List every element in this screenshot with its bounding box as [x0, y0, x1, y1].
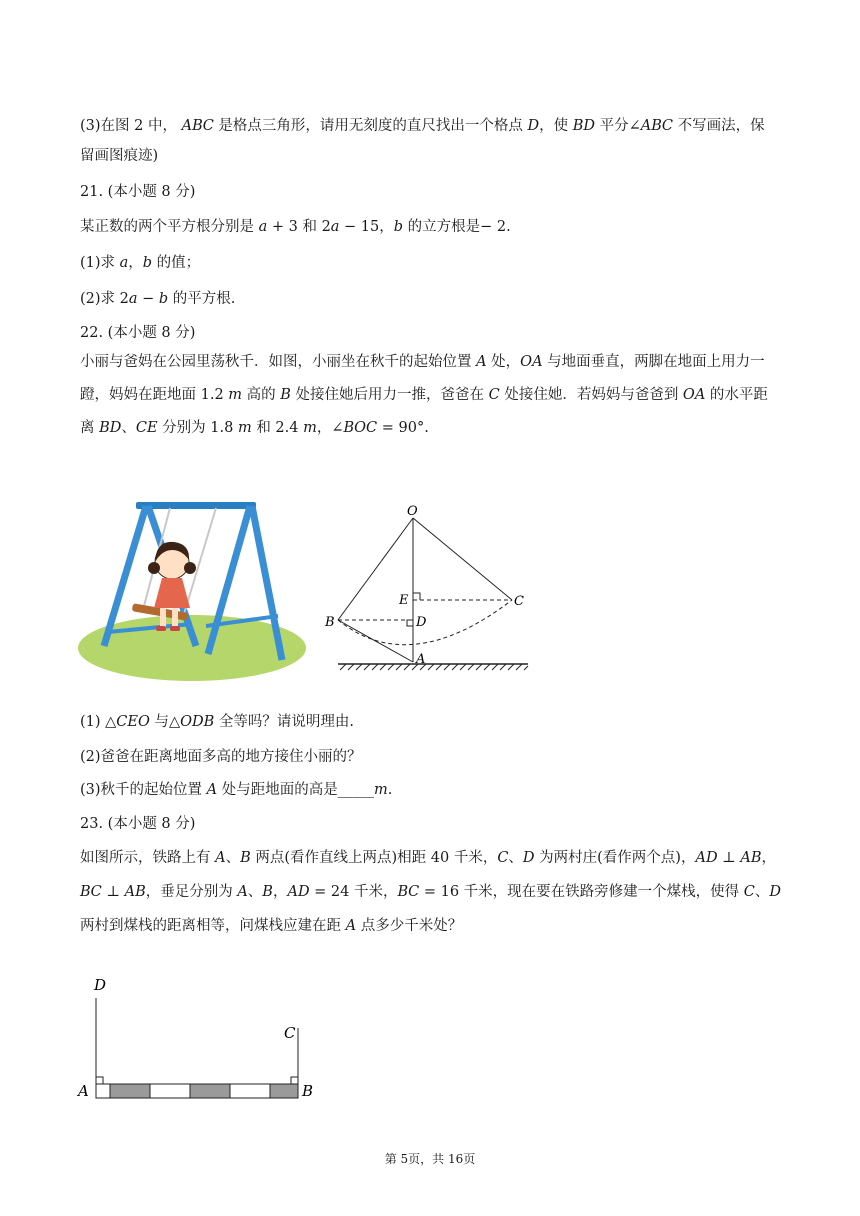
q22-stem-line3: 离 𝐵𝐷、𝐶𝐸 分别为 1.8 𝑚 和 2.4 𝑚，∠𝐵𝑂𝐶 = 90°.	[80, 420, 429, 436]
right-angle-D	[407, 620, 413, 626]
swing-top-bar	[136, 502, 256, 509]
q23-stem-line2: 𝐵𝐶 ⊥ 𝐴𝐵，垂足分别为 𝐴、𝐵，𝐴𝐷 = 24 千米，𝐵𝐶 = 16 千米，现在要在铁路旁修建一个煤栈，使得 𝐶、𝐷	[80, 884, 781, 900]
label-E: E	[399, 593, 409, 608]
label-D: D	[416, 615, 427, 630]
q21-part1: (1)求 𝑎，𝑏 的值；	[80, 255, 201, 271]
q20-part3-line1: (3)在图 2 中， 𝐴𝐵𝐶 是格点三角形，请用无刻度的直尺找出一个格点 𝐷，使 𝐵𝐷 平分∠𝐴𝐵𝐶 不写画法，保	[80, 118, 765, 134]
q22-heading: 22. (本小题 8 分)	[80, 325, 196, 341]
q22-stem-line2: 蹬，妈妈在距地面 1.2 𝑚 高的 𝐵 处接住她后用力一推，爸爸在 𝐶 处接住她．若妈妈与爸爸到 𝑂𝐴 的水平距	[80, 387, 768, 403]
label-A: A	[416, 652, 426, 667]
q22-part3: (3)秋千的起始位置 𝐴 处与距地面的高是_____𝑚.	[80, 782, 393, 798]
label-C-rail: C	[284, 1024, 296, 1042]
label-C: C	[514, 594, 524, 609]
q22-part1: (1) △𝐶𝐸𝑂 与△𝑂𝐷𝐵 全等吗？请说明理由.	[80, 714, 355, 730]
label-A-rail: A	[78, 1082, 89, 1100]
segment-OC	[413, 518, 512, 600]
ground-hatching	[340, 664, 528, 670]
q22-stem-line1: 小丽与爸妈在公园里荡秋千．如图，小丽坐在秋千的起始位置 𝐴 处，𝑂𝐴 与地面垂直，两脚在地面上用力一	[80, 354, 765, 370]
girl-leg-right	[172, 608, 178, 628]
girl-shoe-left	[156, 626, 166, 631]
q22-part2: (2)爸爸在距离地面多高的地方接住小丽的？	[80, 749, 362, 765]
label-D-rail: D	[94, 976, 107, 994]
railway-diagram	[74, 972, 324, 1112]
right-angle-A	[96, 1077, 103, 1084]
q21-part2: (2)求 2𝑎 − 𝑏 的平方根.	[80, 291, 236, 307]
segment-BA	[338, 620, 413, 662]
q21-heading: 21. (本小题 8 分)	[80, 184, 196, 200]
right-angle-B	[291, 1077, 298, 1084]
q23-stem-line3: 两村到煤栈的距离相等，问煤栈应建在距 𝐴 点多少千米处？	[80, 918, 463, 934]
q23-stem-line1: 如图所示，铁路上有 𝐴、𝐵 两点(看作直线上两点)相距 40 千米，𝐶、𝐷 为两村庄(看作两个点)，𝐴𝐷 ⊥ 𝐴𝐵，	[80, 850, 777, 866]
railway-track	[96, 1084, 298, 1098]
label-B-rail: B	[302, 1082, 314, 1100]
right-angle-E	[413, 593, 420, 600]
label-O: O	[407, 504, 418, 519]
girl-leg-left	[160, 608, 166, 628]
swing-illustration	[78, 496, 312, 686]
q23-heading: 23. (本小题 8 分)	[80, 816, 196, 832]
page-footer: 第 5页，共 16页	[384, 1152, 476, 1166]
girl-hair-bun-right	[184, 562, 196, 574]
q20-part3-line2: 留画图痕迹)	[80, 148, 159, 164]
label-B: B	[325, 615, 335, 630]
girl-shoe-right	[170, 626, 180, 631]
q21-stem: 某正数的两个平方根分别是 𝑎 + 3 和 2𝑎 − 15，𝑏 的立方根是− 2.	[80, 219, 511, 235]
girl-hair-bun-left	[148, 562, 160, 574]
girl-dress	[154, 578, 190, 608]
swing-geometry-diagram	[320, 500, 535, 680]
